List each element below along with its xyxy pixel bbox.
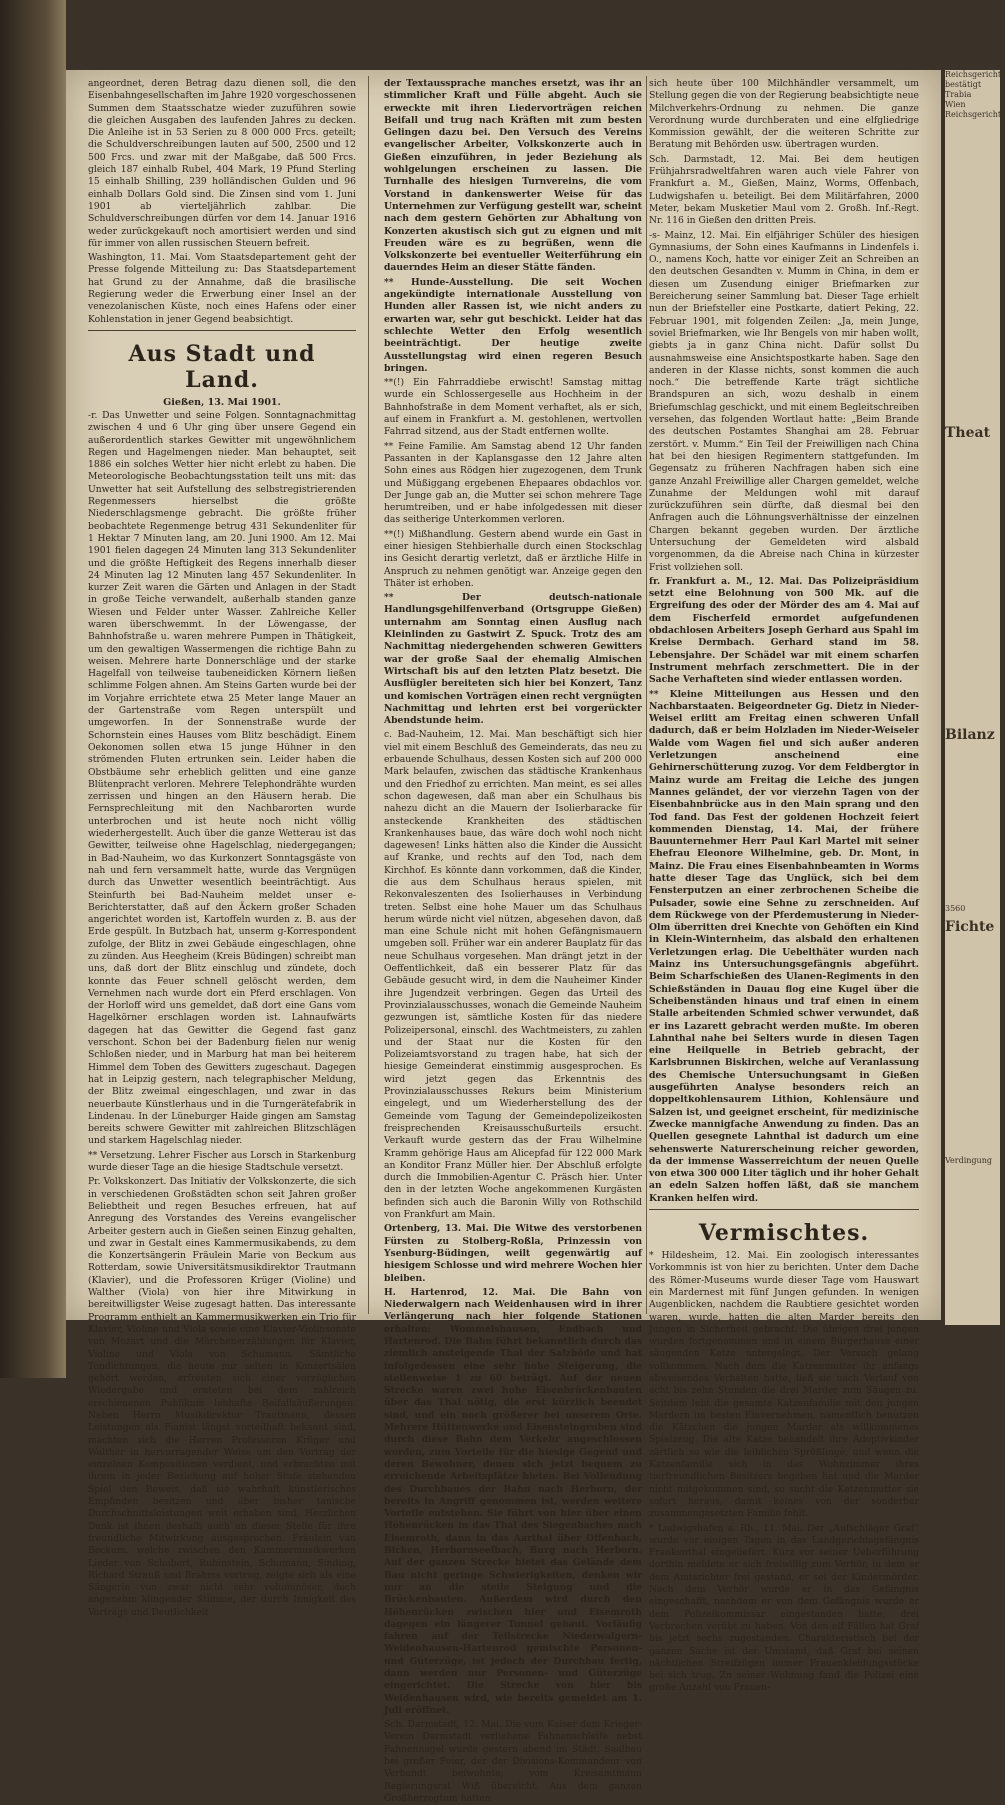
article-paragraph: -r. Das Unwetter und seine Folgen. Sonntagnachmittag zwischen 4 und 6 Uhr ging über unsere Gegend ein außerordentlich starkes Gewitter mit ungewöhnlichem Regen und Hagelmengen nieder. Man behauptet, seit 1886 ein solches Wetter hier nicht erlebt zu haben. Die Meteorologische Beobachtungsstation teilt uns mit: das Unwetter hat seit Aufstellung des selbstregistrierenden Regenmessers hierselbst die größte Niederschlagsmenge gebracht. Die größte früher beobachtete Regenmenge betrug 431 Sekundenliter für 1 Hektar 7 Minuten lang, am 20. Juni 1900. Am 12. Mai 1901 fielen dagegen 24 Minuten lang 313 Sekundenliter und die größte Heftigkeit des Regens innerhalb dieser 24 Minuten lag 12 Minuten lang 457 Sekundenliter. In kurzer Zeit waren die Gärten und Anlagen in der Stadt in große Teiche verwandelt, außerhalb standen ganze Wiesen und Felder unter Wasser. Zahlreiche Keller waren überschwemmt. In der Löwengasse, der Bahnhofstraße u. waren mehrere Pumpen in Thätigkeit, um den gewaltigen Wassermengen die richtige Bahn zu weisen. Mehrere harte Donnerschläge und der starke Hagelfall von teilweise taubeneidicken Körnern ließen schlimme Folgen ahnen. Am Steins Garten wurde bei der im Vorjahre errichtete etwa 25 Meter lange Mauer an der Gartenstraße vom Regen unterspült und umgeworfen. In der Sonnenstraße wurde der Schornstein eines Hauses vom Blitz beschädigt. Einem Oekonomen sollen etwa 15 junge Hühner in den strömenden Fluten ertrunken sein. Leider haben die Obstbäume sehr erheblich gelitten und eine ganze Blütenpracht verloren. Mehrere Telephondrähte wurden zerrissen und hingen an den Häusern herab. Die Fernsprechleitung mit den Nachbarorten wurde unterbrochen und ist heute noch nicht völlig wiederhergestellt. Auch über die ganze Wetterau ist das Gewitter, teilweise ohne Hagelschlag, niedergegangen; in Bad-Nauheim, wo das Kurkonzert Sonntagsgäste von nah und fern versammelt hatte, wurde das Vergnügen durch das Unwetter wesentlich beeinträchtigt. Aus Steinfurth bei Bad-Nauheim meldet unser e-Berichterstatter, daß auf den Äckern großer Schaden angerichtet worden ist, Kartoffeln wurden z. B. aus der Erde gespült. In Butzbach hat, unserm g-Korrespondent zufolge, der Blitz in zwei Gebäude eingeschlagen, ohne zu zünden. Aus Heegheim (Kreis Büdingen) schreibt man uns, daß dort der Blitz einschlug und zündete, doch konnte das Feuer schnell gelöscht werden, dem Vernehmen nach wurde dort ein Pferd erschlagen. Von der Horloff wird uns gemeldet, daß dort eine Gans vom Hagelkörner erschlagen worden ist. Lahnaufwärts dagegen hat das Gewitter die Gegend fast ganz verschont. Schon bei der Badenburg fielen nur wenig Schloßen nieder, und in Marburg hat man bei heiterem Himmel dem Toben des Gewitters zugeschaut. Dagegen hat in Leipzig gestern, nach telegraphischer Meldung, der Blitz zweimal eingeschlagen, und zwar in das neuerbaute Künstlerhaus und in die Turngerätefabrik in Lindenau. In der Lüneburger Haide gingen am Samstag bereits schwere Gewitter mit zahlreichen Blitzschlägen und starkem Hagelschlag nieder. — [88, 409, 356, 1147]
strip-text: Verdingung — [945, 1156, 992, 1165]
strip-text: Reichsgericht — [945, 110, 1002, 119]
article-paragraph: Pr. Volkskonzert. Das Initiativ der Volkskonzerte, die sich in verschiedenen Großstädten schon seit Jahren großer Beliebtheit und regen Besuches erfreuen, hat auf Anregung des Vorstandes des Vereins evangelischer Arbeiter gestern auch in Gießen seinen Einzug gehalten, und zwar in Gestalt eines Kammermusikabends, zu dem die Konzertsängerin Fräulein Marie von Beckum aus Rotterdam, sowie Universitätsmusikdirektor Trautmann (Klavier), und die Professoren Krüger (Violine) und Walther (Viola) von hier ihre Mitwirkung in bereitwilligster Weise zugesagt hatten. Das interessante Programm enthielt an Kammermusikwerken ein Trio für Klavier, Violine und Viola sowie eine Klavier-Violinsonate von Mozart und die Märchenerzählungen für Klavier, Violine und Viola von Schumann. Sämtliche Tondichtungen, die heute nur selten in Konzertsälen gehört werden, erfreuten sich einer vorzüglichen Wiedergabe und ernteten bei dem zahlreich erschienenen Publikum lebhafte Beifallsäußerungen. Neben Herrn Musikdirektor Trautmann, dessen Leistungen als Pianist längst vorteilhaft bekannt sind, machten sich die Herren Professoren Krüger und Walther in hervorragender Weise um den Vortrag der einzelnen Kompositionen verdient, und erbrachten mit ihrem in jeder Beziehung auf hoher Stufe stehenden Spiel den Beweis, daß sie wahrhaft künstlerisches Empfinden besitzen und über bisher tanische Durchschnittsleistungen weit erhaben sind. Herzlichen Dank ist ihnen deshalb auch an dieser Stelle für ihre freundliche Mitwirkung ausgesprochen. Fräulein van Beckum, welche zwischen den Kammermusikwerken Lieder von Schubert, Rubinstein, Schumann, Sinding, Richard Strauß und Brahms vortrug, zeigte sich als eine Sängerin von zwar nicht sehr voluminöser, doch angenehm klingender Stimme, der durch Innigkeit des Vortrags und Deutlichkeit — [88, 1176, 356, 1618]
article-paragraph: ** Versetzung. Lehrer Fischer aus Lorsch in Starkenburg wurde dieser Tage an die hiesige Stadtschule versetzt. — [88, 1149, 356, 1174]
column-3 — [649, 78, 919, 1694]
article-paragraph: ** Der deutsch-nationale Handlungsgehilfenverband (Ortsgruppe Gießen) unternahm am Sonntag einen Ausflug nach Kleinlinden zu Gastwirt Z. Spuck. Trotz des am Nachmittag niedergehenden schweren Gewitters war der große Saal der ehemalig Almischen Wirtschaft bis auf den letzten Platz besetzt. Die Ausflügler bereiteten sich hier bei Konzert, Tanz und komischen Vorträgen einen recht vergnügten Nachmittag und lehrten erst bei vorgerückter Abendstunde heim. — [384, 592, 642, 727]
page-gutter — [0, 0, 66, 1378]
article-paragraph: * Ludwigshafen a. Rh., 11. Mai. Der „Aufschläger Graf“ wurde vor einigen Tagen in das Landgerichtsgefängnis Frankenthal eingeliefert. Kurz vor seiner Ueberführung dorthin meldete er sich freiwillig zum Verhör, in dem er dem Amtsrichter frei gestand, er sei der Kindermörder. Nach dem Verhör wurde er in das Gefängnis eingeschafft, nachdem er von dem Gefängnis wurde er dem Polizeikommissar eingestanden hatte, drei Verbrechen verübt zu haben. Von den elf Fällen hat Graf bis jetzt sechs zugestanden. Charakteristisch bei der ganzen Sache ist der Umstand, daß Graf bei seinen nächtlichen Streifzügen immer Frauenkleidungsstücke bei sich trug. Zn seiner Wohnung fand die Polizei eine große Anzahl von Frauen- — [649, 1522, 919, 1694]
article-paragraph: c. Bad-Nauheim, 12. Mai. Man beschäftigt sich hier viel mit einem Beschluß des Gemeinderats, das neu zu erbauende Schulhaus, dessen Kosten sich auf 200 000 Mark belaufen, zwischen das städtische Krankenhaus und den Friedhof zu errichten. Man meint, es sei alles schon dagewesen, daß man aber ein Schulhaus bis nahezu dicht an die Mauern der Isolierbaracke für ansteckende Krankheiten des städtischen Krankenhauses baue, das wäre doch wohl noch nicht dagewesen! Links hätten also die Kinder die Aussicht auf Kranke, und rechts auf den Tod, nach dem Kirchhof. Es könnte dann vorkommen, daß die Kinder, die aus dem Schulhaus heraus spielen, mit Rekonvaleszenten des Isolierhauses in Verbindung treten. Selbst eine hohe Mauer um das Schulhaus herum würde nicht viel nützen, abgesehen davon, daß man eine Schule nicht mit hohen Gefängnismauern umgeben soll. Früher war ein anderer Bauplatz für das neue Schulhaus vorgesehen. Man drängt jetzt in der Oeffentlichkeit, daß ein besserer Platz für das Gebäude gesucht wird, in dem die Nauheimer Kinder ihre Jugendzeit verbringen. Gegen das Urteil des Provinzialausschusses, wonach die Gemeinde Nauheim gezwungen ist, sämtliche Kosten für das niedere Polizeipersonal, einschl. des Wachtmeisters, zu zahlen und der Staat nur die Kosten für den Polizeiamtsvorstand zu tragen habe, hat sich der hiesige Gemeinderat einstimmig ausgesprochen. Es wird jetzt gegen das Erkenntnis des Provinzialausschusses Rekurs beim Ministerium eingelegt, und um Wiederherstellung des der Gemeinde vom Tagung der Gemeindepolizeikosten freisprechenden Kreisausschußurteils ersucht. Verkauft wurde gestern das der Frau Wilhelmine Kramm gehörige Haus am Alicepfad für 122 000 Mark an Konditor Franz Müller hier. Der Abschluß erfolgte durch die Immobilien-Agentur C. Präsch hier. Unter den in der letzten Woche angekommenen Kurgästen befinden sich auch die Baronin Willy von Rothschild von Frankfurt am Main. — [384, 729, 642, 1221]
column-1 — [88, 78, 356, 1618]
strip-heading: Bilanz — [945, 727, 995, 743]
strip-text: Wien — [945, 100, 966, 109]
strip-text: Reichsgerichts — [945, 70, 1005, 79]
newspaper-page — [66, 70, 941, 1804]
article-paragraph: Ortenberg, 13. Mai. Die Witwe des verstorbenen Fürsten zu Stolberg-Roßla, Prinzessin von Ysenburg-Büdingen, weilt gegenwärtig auf hiesigem Schlosse und wird mehrere Wochen hier bleiben. — [384, 1223, 642, 1284]
article-paragraph: fr. Frankfurt a. M., 12. Mai. Das Polizeipräsidium setzt eine Belohnung von 500 Mk. auf die Ergreifung des oder der Mörder des am 4. Mai auf dem Fischerfeld ermordet aufgefundenen obdachlosen Arbeiters Joseph Gerhard aus Spahl im Kreise Dermbach. Gerhard stand im 58. Lebensjahre. Der Schädel war mit einem scharfen Instrument mehrfach zerschmettert. Die in der Sache Verhafteten sind wieder entlassen worden. — [649, 575, 919, 686]
strip-text: Trabia — [945, 90, 972, 99]
strip-heading: Fichte — [945, 919, 995, 935]
article-paragraph: ** Hunde-Ausstellung. Die seit Wochen angekündigte internationale Ausstellung von Hunden aller Rassen ist, wie nicht anders zu erwarten war, sehr gut beschickt. Leider hat das schlechte Wetter den Erfolg wesentlich beeinträchtigt. Der heutige zweite Ausstellungstag wird einen regeren Besuch bringen. — [384, 276, 642, 374]
article-paragraph: * Hildesheim, 12. Mai. Ein zoologisch interessantes Vorkommnis ist von hier zu berichten. Unter dem Dache des Römer-Museums wurde dieser Tage vom Hauswart ein Mardernest mit fünf Jungen gefunden. In wenigen Augenblicken, nachdem die Raubtiere gesichtet worden waren, wurde, hatten die alten Marder bereits den Jungen in Sicherheit gebracht. Die übrigen drei jungen wurden fortgenommen und in einem Bürgerhause einer säugenden Katze untergelegt. Der Versuch gelang vollkommen. Nach dem die Katzenmutter ihr anfangs abweisendes Verhalten hatte, ließ sie nach Verlauf von acht bis zehn Stunden die drei Marder zum Säugen zu. Seitdem lebt die gesamte Katzenfamilie mit den jungen Mardern im besten Einvernehmen, namentlich benutzen die Kätzchen die jungen Marder als willkommenes Spielzeug. Die alte Katze behandelt ihre Adoptivkinder zärtlich so wie die leiblichen Sprößlinge, und wenn die Katzenfamilie sich in das Wohnzimmer ihres tierfreundlichen Besitzers begeben hat und die Marder nicht mitgekommen sind, so sucht die Katzenmutter sie sofort heraus, damit keines von der sonderbar zusammengesetzten Familie fehlt. — [649, 1250, 919, 1520]
article-paragraph: Sch. Darmstadt, 12. Mai. Die vom Kaiser dem Krieger-Verein Darmstadt verliehene Fahnenschleife nebst Fahnennagel wurde gestern abend im Städt. Saalbau bei großer Feier, der der Divisions-Kommandeur von Verbandt beiwohnte, vom Kreisamtmann Regierungsrat Wiß übereicht. Aus dem ganzen Großherzogtum hatten — [384, 1719, 642, 1804]
article-paragraph: ** Kleine Mitteilungen aus Hessen und den Nachbarstaaten. Beigeordneter Gg. Dietz in Nieder-Weisel erlitt am Freitag einen schweren Unfall dadurch, daß er beim Holzladen im Nieder-Weiseler Walde vom Wagen fiel und sich außer anderen Verletzungen anscheinend eine Gehirnerschütterung zuzog. Vor dem Feldbergtor in Mainz wurde am Freitag die Leiche des jungen Mannes geländet, der vor vierzehn Tagen von der Eisenbahnbrücke aus in den Main sprang und den Tod fand. Das Fest der goldenen Hochzeit feiert kommenden Dienstag, 14. Mai, der frühere Bauunternehmer Herr Paul Karl Martel mit seiner Ehefrau Eleonore Wilhelmine, geb. Dr. Mont, in Mainz. Die Frau eines Eisenbahnbeamten in Worms hatte dieser Tage das Unglück, sich bei dem Fensterputzen an einer zerbrochenen Scheibe die Pulsader, sowie eine Sehne zu zerschneiden. Auf dem Rückwege von der Pferdemusterung in Nieder-Olm überritten drei Knechte von Gehöften ein Kind in Klein-Winternheim, das alsbald den erhaltenen Verletzungen erlag. Die Uebelthäter wurden nach Mainz ins Untersuchungsgefängnis abgeführt. Beim Scharfschießen des Ulanen-Regiments in den Schießständen in Dauau flog eine Kugel über die Scheibenständen hinaus und traf einen in einem Stalle arbeitenden Schmied schwer verwundet, daß er ins Lazarett gebracht werden mußte. Im oberen Lahnthal nahe bei Selters wurde in diesen Tagen eine Heilquelle in Betrieb gebracht, der Karlsbrunnen Biskirchen, welche auf Veranlassung des Chemische Untersuchungsamt in Gießen ausgeführten Analyse besonders reich an doppeltkohlensaurem Lithion, Kohlensäure und Salzen ist, und geeignet erscheint, für medizinische Zwecke mannigfache Anwendung zu finden. Das an Quellen gesegnete Lahnthal ist dadurch um eine sehenswerte Naturerscheinung reicher geworden, da der immense Wasserreichtum der neuen Quelle von etwa 300 000 Liter täglich und ihr hoher Gehalt an edeln Salzen hoffen läßt, daß sie manchem Kranken helfen wird. — [649, 688, 919, 1204]
article-paragraph: angeordnet, deren Betrag dazu dienen soll, die den Eisenbahngesellschaften im Jahre 1920 vorgeschossenen Summen dem Staatsschatze wieder zuzuführen sowie die gleichen Ausgaben des laufenden Jahres zu decken. Die Anleihe ist in 53 Serien zu 8 000 000 Frcs. geteilt; die Schuldverschreibungen lauten auf 500, 2500 und 12 500 Frcs. und zwar mit der Maßgabe, daß 500 Frcs. gleich 187 einhalb Rubel, 404 Mark, 19 Pfund Sterling 15 einhalb Shilling, 239 holländischen Gulden und 96 einhalb Dollars Gold sind. Die Zinsen sind vom 1. Juni 1901 ab vierteljährlich zahlbar. Die Schuldverschreibungen dürfen vor dem 14. Januar 1916 weder zurückgekauft noch amortisiert werden und sind für immer von allen russischen Steuern befreit. — [88, 78, 356, 249]
section-divider — [88, 330, 356, 331]
strip-text: 3560 — [945, 904, 966, 913]
strip-heading: Theat — [945, 425, 991, 441]
section-heading: Vermischtes. — [698, 1220, 870, 1247]
column-rule — [368, 76, 369, 1314]
strip-text: bestätigt — [945, 80, 982, 89]
article-paragraph: **(!) Ein Fahrraddiebe erwischt! Samstag mittag wurde ein Schlossergeselle aus Hochheim in der Bahnhofstraße in dem Moment verhaftet, als er sich, auf einem in Frankfurt a. M. gestohlenen, wertvollen Fahrrad sitzend, aus der Stadt entfernen wollte. — [384, 377, 642, 438]
section-heading: Aus Stadt und Land. — [128, 340, 316, 393]
article-paragraph: **(!) Mißhandlung. Gestern abend wurde ein Gast in einer hiesigen Stehbierhalle durch einen Stockschlag ins Gesicht derartig verletzt, daß er ärztliche Hilfe in Anspruch zu nehmen genötigt war. Anzeige gegen den Thäter ist erhoben. — [384, 528, 642, 589]
article-paragraph: -s- Mainz, 12. Mai. Ein elfjähriger Schüler des hiesigen Gymnasiums, der Sohn eines Kaufmanns in Lindenfels i. O., namens Koch, hatte vor einiger Zeit an Schreiben an den deutschen Gesandten v. Mumm in China, in dem er diesen um Zusendung einiger Briefmarken zur Bereicherung seiner Sammlung bat. Dieser Tage erhielt nun der Briefsteller eine Postkarte, datiert Peking, 22. Februar 1901, mit folgenden Zeilen: „Ja, mein Junge, soviel Briefmarken, wie Ihr Bengels von mir haben wollt, giebts ja in ganz China nicht. Dafür sollst Du ausnahmsweise eine Ansichtspostkarte haben. Sage den anderen in der Klasse nichts, sonst kommen die auch noch.“ Die betreffende Karte trägt sichtliche Brandspuren an sich, wozu deshalb in einem Briefumschlag geschickt, und mit einem Begleitschreiben versehen, das folgenden Wortlaut hatte: „Beim Brande des deutschen Postamtes Shanghai am 28. Februar zerstört. v. Mumm.“ Ein Teil der Freiwilligen nach China hat bei den hiesigen Regimentern stattgefunden. Im Gegensatz zu früheren Nachfragen haben sich eine ganze Anzahl Freiwillige aller Chargen gemeldet, welche Zunahme der Meldungen wohl mit darauf zurückzuführen sein dürfte, daß diesmal bei den Anfragen auch die Löhnungsverhältnisse der einzelnen Chargen bekannt gegeben wurden. Der ärztliche Untersuchung der Gemeldeten wird alsbald vorgenommen, da die Abreise nach China in kürzester Frist vollziehen soll. — [649, 229, 919, 573]
article-paragraph: der Textaussprache manches ersetzt, was ihr an stimmlicher Kraft und Fülle abgeht. Auch sie erweckte mit ihren Liedervorträgen reichen Beifall und trug nach Kräften mit zum besten Gelingen dazu bei. Den Versuch des Vereins evangelischer Arbeiter, Volkskonzerte auch in Gießen einzuführen, in jeder Beziehung als wohlgelungen erscheinen zu lassen. Die Turnhalle des hiesigen Turnvereins, die vom Vorstand in dankenswerter Weise für das Unternehmen zur Verfügung gestellt war, scheint nach dem gestern Gehörten zur Abhaltung von Konzerten akustisch sich gut zu eignen und mit Freuden wäre es zu begrüßen, wenn die Volkskonzerte bei eventueller Weiterführung ein dauerndes Heim an dieser Stätte fänden. — [384, 78, 642, 274]
column-rule — [646, 76, 647, 1314]
adjacent-page-strip — [945, 70, 1005, 1325]
dateline: Gießen, 13. Mai 1901. — [163, 396, 281, 408]
article-paragraph: Sch. Darmstadt, 12. Mai. Bei dem heutigen Frühjahrsradweltfahren waren auch viele Fahrer von Frankfurt a. M., Gießen, Mainz, Worms, Offenbach, Ludwigshafen u. beteiligt. Bei dem Militärfahren, 2000 Meter, bekam Musketier Maul vom 2. Großh. Inf.-Regt. Nr. 116 in Gießen den dritten Preis. — [649, 153, 919, 227]
article-paragraph: ** Feine Familie. Am Samstag abend 12 Uhr fanden Passanten in der Kaplansgasse den 12 Jahre alten Sohn eines aus Rödgen hier zugezogenen, dem Trunk und Müßiggang ergebenen Ehepaares obdachlos vor. Der Junge gab an, die Mutter sei schon mehrere Tage herumtreiben, und er habe infolgedessen mit dieser das seitherige Unterkommen verloren. — [384, 440, 642, 526]
article-paragraph: H. Hartenrod, 12. Mai. Die Bahn von Niederwalgern nach Weidenhausen wird in ihrer Verlängerung nach hier folgende Stationen erhalten: Wommelshausen, Endbach und Hartenrod. Die Bahn führt bekanntlich durch das ziemlich ansteigende Thal der Salzböde und hat infolgedessen eine sehr hohe Steigerung, die stellenweise 1 zu 60 beträgt. Auf der neuen Strecke waren zwei hohe Eisenbrückenbauten über das Thal nötig, die erst kürzlich beendet sind, und ein noch größerer bei unserem Orte. Mehrere Hüttenwerke und Eisensteingruben sind durch diese Bahn dem Verkehr angeschlossen worden, zum Vorteile für die hiesige Gegend und deren Bewohner, denen sich jetzt bequem zu erreichende Arbeitsplätze bieten. Bei Vollendung des Durchbaues der Bahn nach Herborn, der bereits in Angriff genommen ist, werden weitere Vorteile entstehen. Sie führt von hier über einen Höhenrücken in das Thal des Siegenbaches nach Eisemroth, dann in das Aarthal über Offenbach, Bicken, Herbornseelbach, Burg nach Herborn. Auf der ganzen Strecke bietet das Gelände dem Bau nicht geringe Schwierigkeiten, denken wir nur an die steile Steigung und die Brückenbauten. Außerdem wird durch den Höhenrücken zwischen hier und Eisemroth dagegen ein längerer Tunnel gebaut. Vorläufig fahren auf der Teilstrecke Niederwalgern-Weidenhausen-Hartenrod gemischte Personen- und Güterzüge, ist jedoch der Durchbau fertig, dann werden nur Personen- und Güterzüge eingerichtet. Die Strecke von hier bis Weidenhausen wird, wie bereits gemeldet am 1. Juli eröffnet. — [384, 1286, 642, 1716]
article-paragraph: sich heute über 100 Milchhändler versammelt, um Stellung gegen die von der Regierung beabsichtigte neue Milchverkehrs-Ordnung zu nehmen. Die ganze Verordnung wurde durchberaten und eine elfgliedrige Kommission gewählt, der die weiteren Schritte zur Beratung mit Behörden usw. übertragen wurden. — [649, 78, 919, 151]
section-divider — [649, 1209, 919, 1210]
article-paragraph: Washington, 11. Mai. Vom Staatsdepartement geht der Presse folgende Mitteilung zu: Das Staatsdepartement hat Grund zu der Annahme, daß die brasilische Regierung weder die Erwerbung einer Insel an der venezolanischen Küste, noch eines Hafens oder einer Kohlenstation in jener Gegend beabsichtigt. — [88, 252, 356, 325]
column-2 — [384, 78, 642, 1804]
